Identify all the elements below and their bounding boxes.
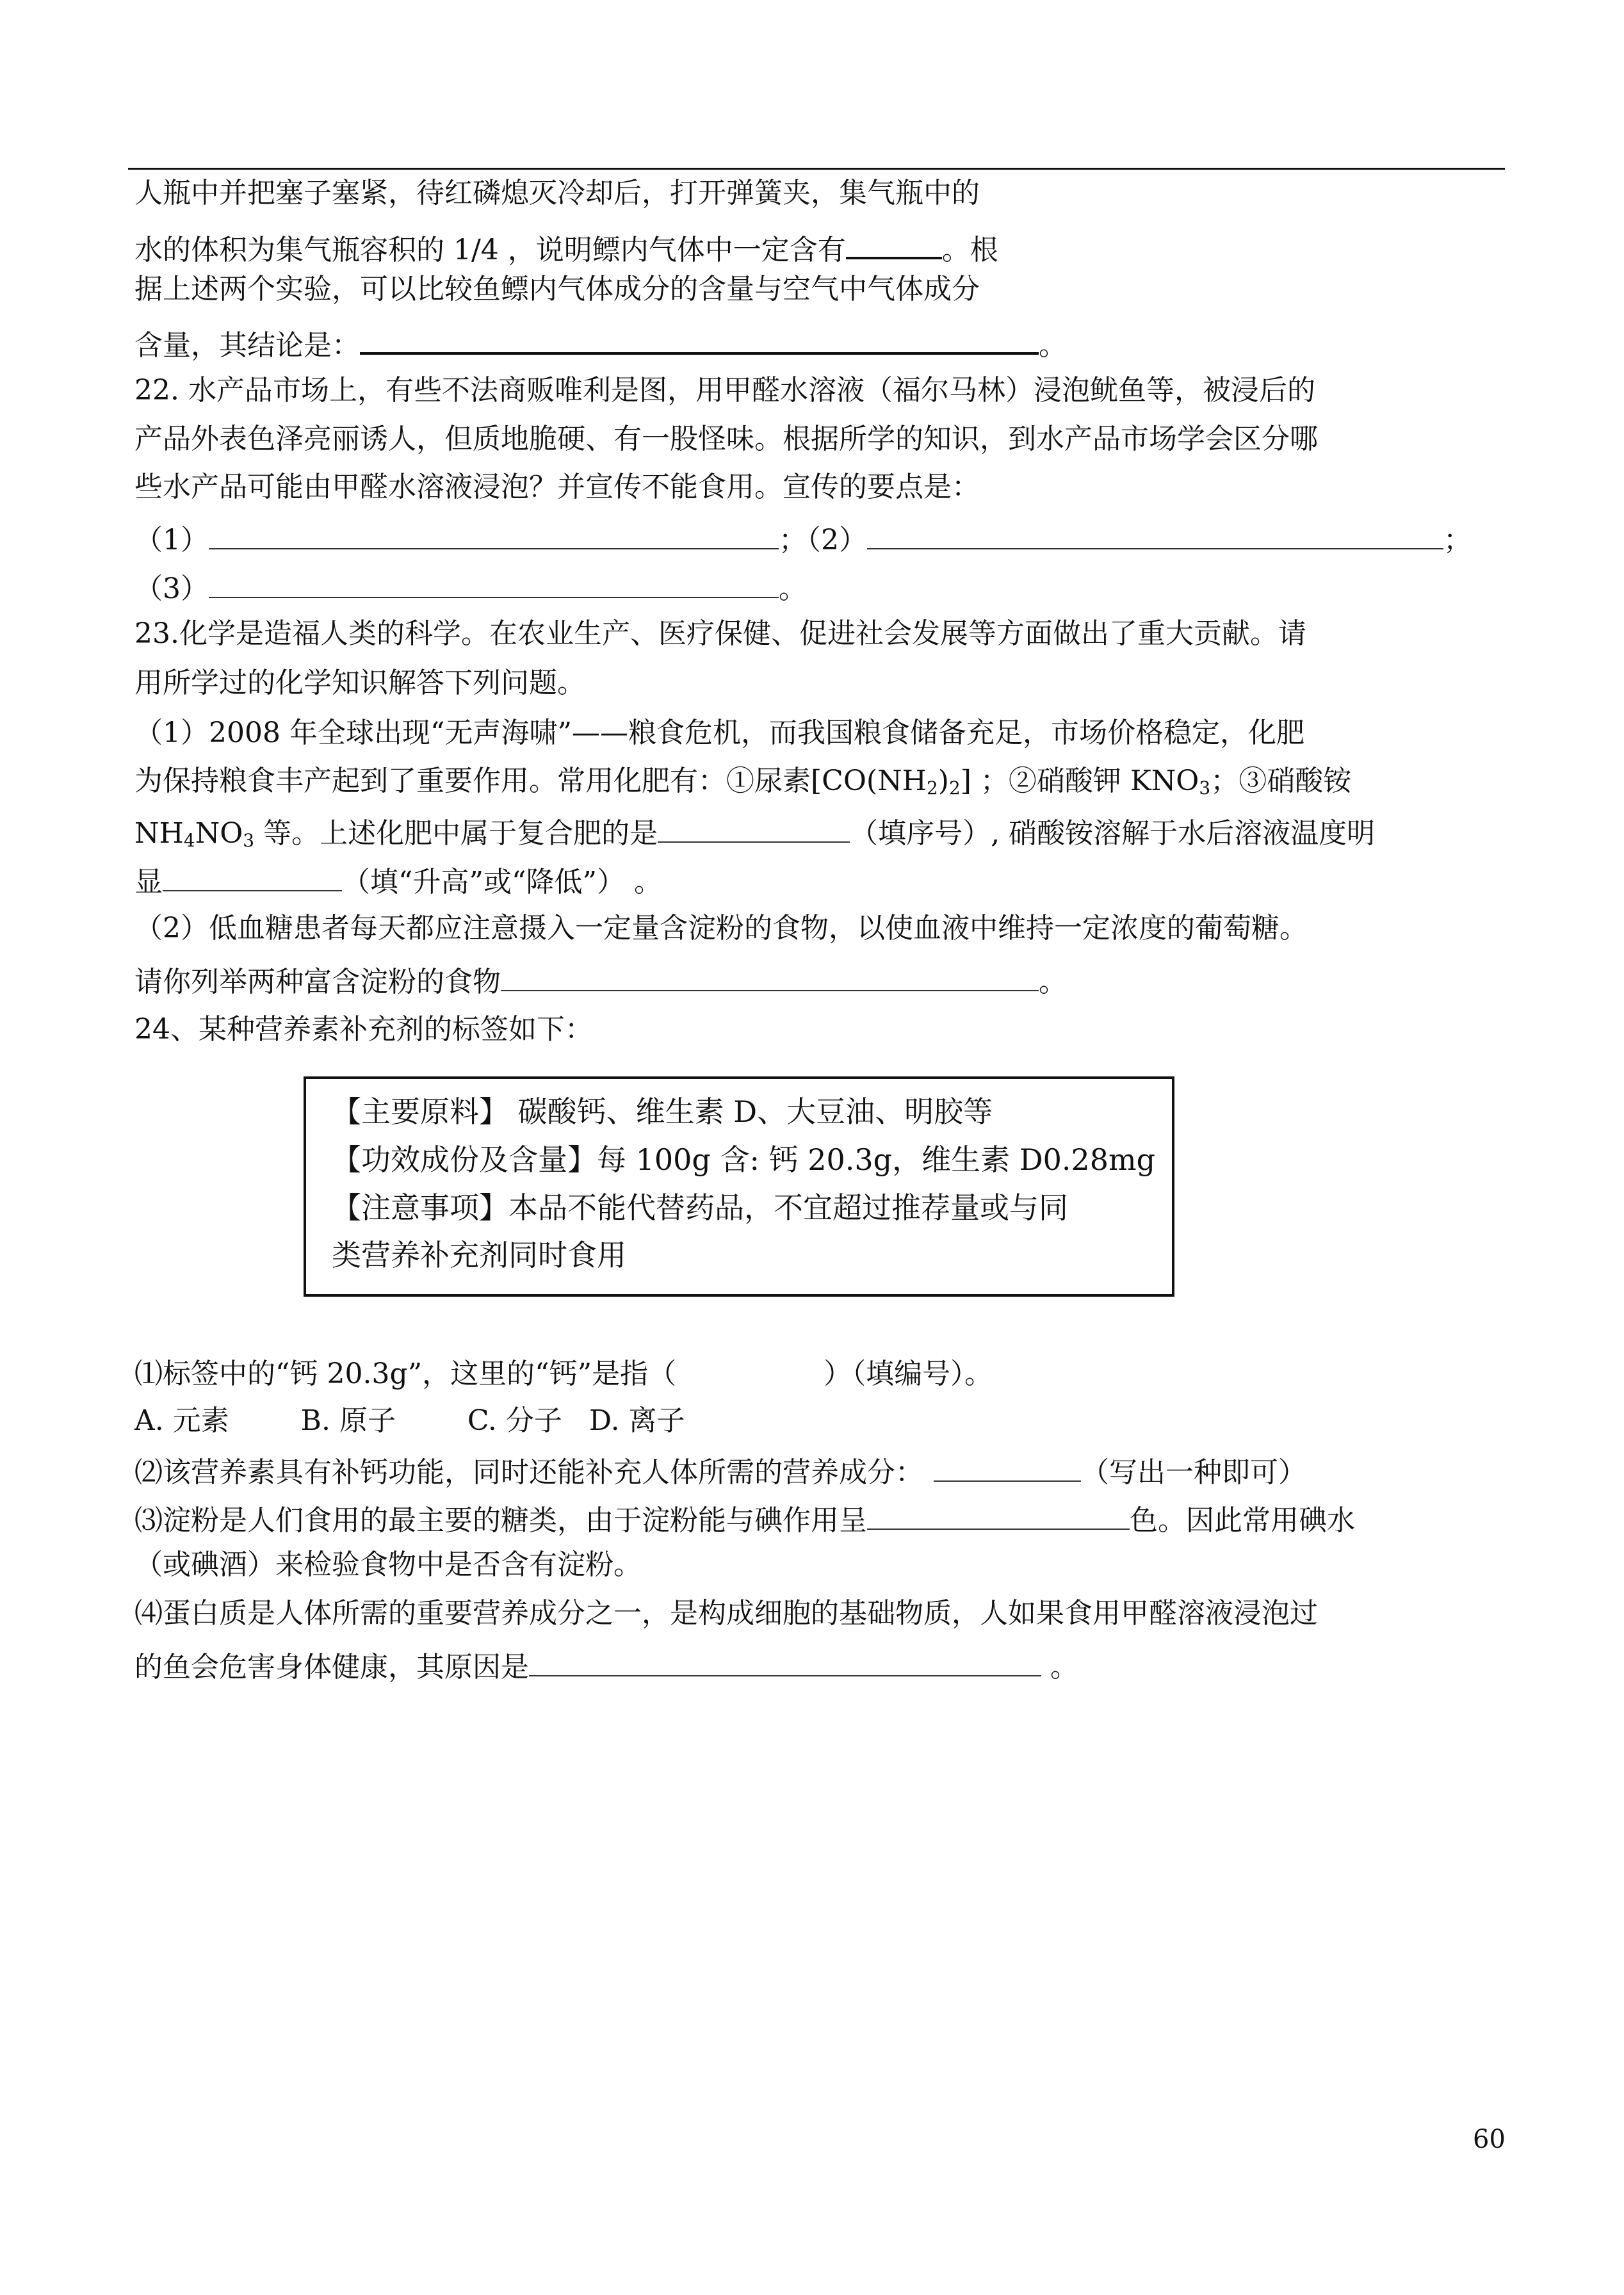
q24-blank-nutrient[interactable]	[934, 1451, 1081, 1482]
q24-sub4-line-1: ⑷蛋白质是人体所需的重要营养成分之一，是构成细胞的基础物质，人如果食用甲醛溶液浸泡过	[134, 1597, 1318, 1630]
q23-part1-line-3: $NH_4NO_3$ 等。上述化肥中属于复合肥的是 （填序号）, 硝酸铵溶解于水后溶液温度明	[134, 812, 1375, 859]
q21-blank-gas[interactable]	[846, 227, 942, 259]
q22-answer-line-1: （1） ；（2） ；	[134, 519, 1472, 558]
q22-line-3: 些水产品可能由甲醛水溶液浸泡？并宣传不能食用。宣传的要点是：	[134, 471, 980, 503]
q23-blank-compound-fertilizer[interactable]	[658, 812, 850, 843]
q22-line-1: 22. 水产品市场上，有些不法商贩唯利是图，用甲醛水溶液（福尔马林）浸泡鱿鱼等，被浸后的	[134, 374, 1315, 407]
q24-sub2: ⑵该营养素具有补钙功能，同时还能补充人体所需的营养成分： （写出一种即可）	[134, 1451, 1306, 1491]
label-main-ingredients: 【主要原料】 碳酸钙、维生素 D、大豆油、明胶等	[332, 1094, 993, 1129]
label-notes: 【注意事项】本品不能代替药品，不宜超过推荐量或与同	[332, 1190, 1068, 1225]
q24-sub1: ⑴标签中的“钙 20.3g”，这里的“钙”是指（ ）（填编号）。	[134, 1358, 993, 1390]
q22-answer-line-2: （3） 。	[134, 567, 807, 607]
q22-blank-1[interactable]	[209, 519, 779, 549]
q23-line-2: 用所学过的化学知识解答下列问题。	[134, 667, 585, 699]
q23-blank-temperature[interactable]	[163, 861, 342, 891]
header-rule	[128, 168, 1505, 170]
q24-options: A. 元素 B. 原子 C. 分子 D. 离子	[134, 1404, 685, 1437]
q21-line-1: 人瓶中并把塞子塞紧，待红磷熄灭冷却后，打开弹簧夹，集气瓶中的	[134, 177, 980, 209]
q21-blank-conclusion[interactable]	[360, 323, 1039, 355]
q23-part1-line-4: 显 （填“升高”或“降低”） 。	[134, 861, 662, 900]
q23-part2-line-2: 请你列举两种富含淀粉的食物 。	[134, 961, 1067, 1000]
q24-sub4-line-2: 的鱼会危害身体健康，其原因是 。	[134, 1646, 1078, 1685]
q24-intro: 24、某种营养素补充剂的标签如下：	[134, 1013, 593, 1046]
q23-part1-line-1: （1）2008 年全球出现“无声海啸”——粮食危机，而我国粮食储备充足，市场价格稳定，化肥	[134, 717, 1304, 749]
q23-part1-line-2: 为保持粮食丰产起到了重要作用。常用化肥有：①尿素$[CO(NH_2)_2]$ ；②硝酸钾 $KNO_3$；③硝酸铵	[134, 765, 1352, 799]
page-number: 60	[1473, 2125, 1506, 2154]
q23-part2-line-1: （2）低血糖患者每天都应注意摄入一定量含淀粉的食物，以使血液中维持一定浓度的葡萄糖。	[134, 912, 1308, 945]
q21-line-2: 水的体积为集气瓶容积的 1/4 ，说明鳔内气体中一定含有 。根	[134, 227, 998, 268]
q23-blank-starch-foods[interactable]	[501, 961, 1039, 991]
q24-blank-color[interactable]	[867, 1499, 1130, 1530]
q21-line-4: 含量，其结论是： 。	[134, 323, 1067, 364]
q21-line-3: 据上述两个实验，可以比较鱼鳔内气体成分的含量与空气中气体成分	[134, 273, 980, 305]
q24-sub3: ⑶淀粉是人们食用的最主要的糖类，由于淀粉能与碘作用呈 色。因此常用碘水	[134, 1499, 1355, 1539]
q22-blank-2[interactable]	[867, 519, 1443, 549]
q22-line-2: 产品外表色泽亮丽诱人，但质地脆硬、有一股怪味。根据所学的知识，到水产品市场学会区分哪	[134, 423, 1318, 455]
q24-blank-reason[interactable]	[529, 1646, 1041, 1676]
q22-blank-3[interactable]	[209, 567, 779, 598]
supplement-label-box	[304, 1076, 1174, 1297]
q23-line-1: 23.化学是造福人类的科学。在农业生产、医疗保健、促进社会发展等方面做出了重大贡献。请	[134, 617, 1306, 650]
label-notes-continued: 类营养补充剂同时食用	[332, 1238, 626, 1272]
label-content: 【功效成份及含量】每 100g 含: 钙 20.3g，维生素 D0.28mg	[332, 1142, 1156, 1177]
q24-sub3-continued: （或碘酒）来检验食物中是否含有淀粉。	[134, 1548, 642, 1581]
